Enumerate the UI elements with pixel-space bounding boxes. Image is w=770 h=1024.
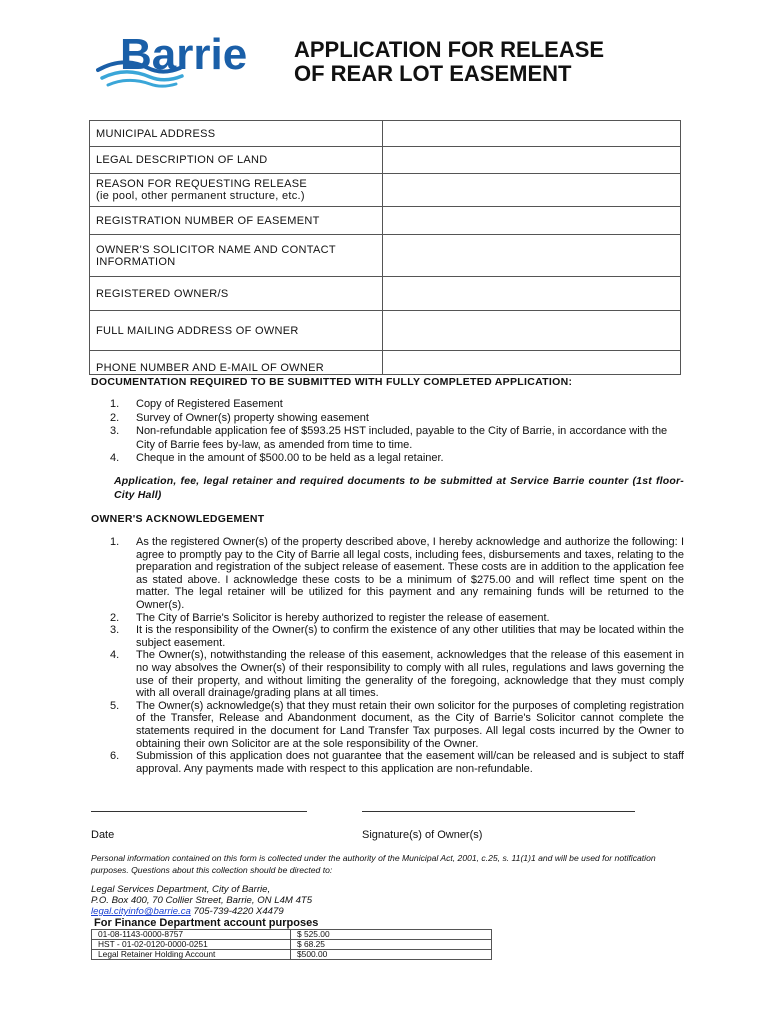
account-cell: HST - 01-02-0120-0000-0251	[92, 940, 291, 950]
form-label: REASON FOR REQUESTING RELEASE (ie pool, other permanent structure, etc.)	[90, 174, 383, 207]
contact-email-link[interactable]: legal.cityinfo@barrie.ca	[91, 906, 191, 917]
barrie-logo	[96, 30, 272, 90]
form-row-registered-owner	[90, 277, 681, 311]
date-label: Date	[91, 829, 115, 841]
form-row-legal-description	[90, 147, 681, 174]
list-item: 4. The Owner(s), notwithstanding the release of this easement, acknowledges that the release of this easement in no way absolves the Owner(s) of their responsibility to comply with all rules, regulations and laws governing the use of their property, and without limiting the generality of the foregoing, acknowledge that they must comply with all overall drainage/grading plans at all times.	[110, 649, 684, 700]
list-item: 3. It is the responsibility of the Owner(s) to confirm the existence of any other utilities that may be located within the subject easement.	[110, 624, 684, 649]
list-item: 6. Submission of this application does not guarantee that the easement will/can be released and is subject to staff approval. Any payments made with respect to this application are non-refundable.	[110, 750, 684, 775]
form-label: REGISTRATION NUMBER OF EASEMENT	[90, 207, 383, 235]
amount-cell: $500.00	[291, 950, 492, 960]
form-label: OWNER'S SOLICITOR NAME AND CONTACT INFORMATION	[90, 235, 383, 277]
contact-phone: 705-739-4220 X4479	[190, 906, 284, 917]
phone-email-field[interactable]	[383, 351, 681, 375]
submission-note: Application, fee, legal retainer and required documents to be submitted at Service Barrie counter (1st floor-City Hall)	[114, 475, 684, 501]
acknowledgement-heading: OWNER'S ACKNOWLEDGEMENT	[91, 513, 265, 525]
finance-table	[91, 929, 492, 960]
amount-cell: $ 68.25	[291, 940, 492, 950]
list-item: 1. Copy of Registered Easement	[110, 398, 283, 410]
form-label: MUNICIPAL ADDRESS	[90, 121, 383, 147]
form-row-municipal-address	[90, 121, 681, 147]
form-label: REGISTERED OWNER/S	[90, 277, 383, 311]
list-item: 3. Non-refundable application fee of $593.25 HST included, payable to the City of Barrie, in accordance with the City of Barrie fees by-law, as amended from time to time.	[110, 425, 668, 451]
date-signature-line[interactable]	[91, 811, 307, 812]
page-title: APPLICATION FOR RELEASE OF REAR LOT EASEMENT	[294, 37, 605, 86]
account-cell: 01-08-1143-0000-8757	[92, 930, 291, 940]
form-row-solicitor	[90, 235, 681, 277]
account-cell: Legal Retainer Holding Account	[92, 950, 291, 960]
application-form-table	[89, 120, 681, 375]
list-item: 4. Cheque in the amount of $500.00 to be held as a legal retainer.	[110, 452, 444, 464]
municipal-address-field[interactable]	[383, 121, 681, 147]
finance-heading: For Finance Department account purposes	[94, 917, 319, 929]
list-item: 2. Survey of Owner(s) property showing easement	[110, 411, 369, 424]
form-row-reason	[90, 174, 681, 207]
form-label: FULL MAILING ADDRESS OF OWNER	[90, 311, 383, 351]
form-row-phone-email	[90, 351, 681, 375]
table-row	[92, 950, 492, 960]
form-row-registration-number	[90, 207, 681, 235]
logo-wordmark: Barrie	[120, 30, 248, 79]
owner-signature-line[interactable]	[362, 811, 635, 812]
table-row	[92, 940, 492, 950]
contact-block: Legal Services Department, City of Barrie, P.O. Box 400, 70 Collier Street, Barrie, ON L4M 4T5 legal.cityinfo@barrie.ca 705-739-4220 X4479	[91, 884, 313, 917]
table-row	[92, 930, 492, 940]
form-row-mailing-address	[90, 311, 681, 351]
list-item: 2. The City of Barrie's Solicitor is hereby authorized to register the release of easement.	[110, 611, 550, 624]
documentation-heading: DOCUMENTATION REQUIRED TO BE SUBMITTED WITH FULLY COMPLETED APPLICATION:	[91, 376, 573, 388]
reason-field[interactable]	[383, 174, 681, 207]
privacy-notice: Personal information contained on this form is collected under the authority of the Municipal Act, 2001, c.25, s. 11(1)1 and will be used for notification purposes. Questions about this collection should be directed to:	[91, 853, 656, 875]
form-label: PHONE NUMBER AND E-MAIL OF OWNER	[90, 351, 383, 375]
list-item: 1. As the registered Owner(s) of the property described above, I hereby acknowledge and authorize the following: I agree to promptly pay to the City of Barrie all legal costs, including fees, disbursements and taxes, relating to the preparation and registration of the subject release of easement. These costs are in addition to the application fee as stated above. I acknowledge these costs to be a minimum of $275.00 and will reflect time spent on the matter. The legal retainer will be utilized for this payment and any remaining funds will be returned to the Owner(s).	[110, 536, 684, 611]
legal-description-field[interactable]	[383, 147, 681, 174]
registered-owner-field[interactable]	[383, 277, 681, 311]
acknowledgement-list	[110, 536, 684, 775]
form-label: LEGAL DESCRIPTION OF LAND	[90, 147, 383, 174]
documentation-list	[110, 398, 685, 466]
registration-number-field[interactable]	[383, 207, 681, 235]
solicitor-field[interactable]	[383, 235, 681, 277]
mailing-address-field[interactable]	[383, 311, 681, 351]
amount-cell: $ 525.00	[291, 930, 492, 940]
owner-signature-label: Signature(s) of Owner(s)	[362, 829, 483, 841]
list-item: 5. The Owner(s) acknowledge(s) that they must retain their own solicitor for the purposes of completing registration of the Transfer, Release and Abandonment document, as the City of Barrie's Solicitor cannot complete the statements required in the document for Land Transfer Tax purposes. All legal costs incurred by the Owner to obtaining their own Solicitor are at the sole responsibility of the Owner.	[110, 699, 684, 750]
